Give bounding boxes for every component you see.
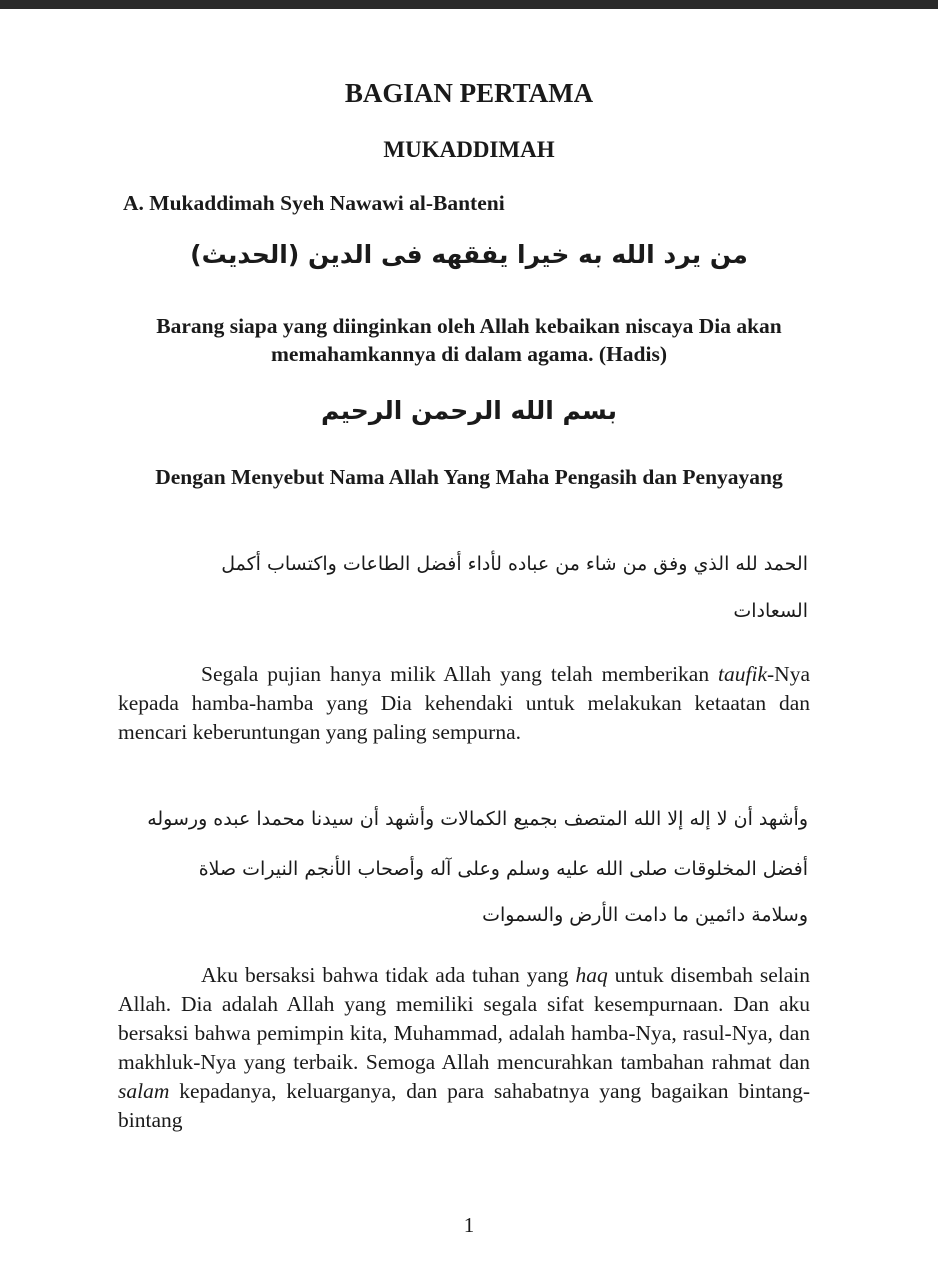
paragraph-praise-rest: -Nya kepada hamba-hamba yang Dia kehendaki untuk melakukan ketaatan dan mencari keberuntungan yang paling sempurna. xyxy=(118,662,810,744)
arabic-praise-line-2: السعادات xyxy=(733,600,808,622)
arabic-testimony-line-3: وسلامة دائمين ما دامت الأرض والسموات xyxy=(482,904,808,926)
paragraph-praise xyxy=(118,660,810,747)
paragraph-praise-intro: Segala pujian hanya milik Allah yang telah memberikan xyxy=(201,662,719,686)
hadith-arabic: من يرد الله به خيرا يفقهه فى الدين (الحديث) xyxy=(190,240,748,269)
part-title: BAGIAN PERTAMA xyxy=(344,78,594,108)
paragraph-praise-italic: taufik xyxy=(718,662,768,686)
paragraph-testimony-b: untuk disembah selain Allah. Dia adalah Allah yang memiliki segala sifat kesempurnaan. Dan aku bersaksi bahwa pemimpin kita, Muhammad, adalah hamba-Nya, rasul-Nya, dan makhluk-Nya yang terbaik. Semoga Allah mencurahkan tambahan rahmat dan xyxy=(118,963,810,1074)
paragraph-testimony-a: Aku bersaksi bahwa tidak ada tuhan yang xyxy=(201,963,576,987)
section-heading: A. Mukaddimah Syeh Nawawi al-Banteni xyxy=(123,191,505,215)
paragraph-testimony-c: kepadanya, keluarganya, dan para sahabatnya yang bagaikan bintang-bintang xyxy=(118,1079,810,1132)
paragraph-testimony-italic-2: salam xyxy=(118,1079,170,1103)
hadith-translation: Barang siapa yang diinginkan oleh Allah kebaikan niscaya Dia akan memahamkannya di dalam agama. (Hadis) xyxy=(156,314,782,366)
bismillah-arabic: بسم الله الرحمن الرحيم xyxy=(321,396,617,425)
paragraph-testimony-italic-1: haq xyxy=(575,963,608,987)
chapter-title: MUKADDIMAH xyxy=(383,137,555,162)
bismillah-translation: Dengan Menyebut Nama Allah Yang Maha Pengasih dan Penyayang xyxy=(155,465,783,489)
paragraph-testimony xyxy=(118,961,810,1135)
arabic-testimony-line-1: وأشهد أن لا إله إلا الله المتصف بجميع الكمالات وأشهد أن سيدنا محمدا عبده ورسوله xyxy=(147,808,808,830)
page-number: 1 xyxy=(463,1213,475,1237)
arabic-praise-line-1: الحمد لله الذي وفق من شاء من عباده لأداء أفضل الطاعات واكتساب أكمل xyxy=(221,553,808,575)
arabic-testimony-line-2: أفضل المخلوقات صلى الله عليه وسلم وعلى آله وأصحاب الأنجم النيرات صلاة xyxy=(198,858,808,880)
